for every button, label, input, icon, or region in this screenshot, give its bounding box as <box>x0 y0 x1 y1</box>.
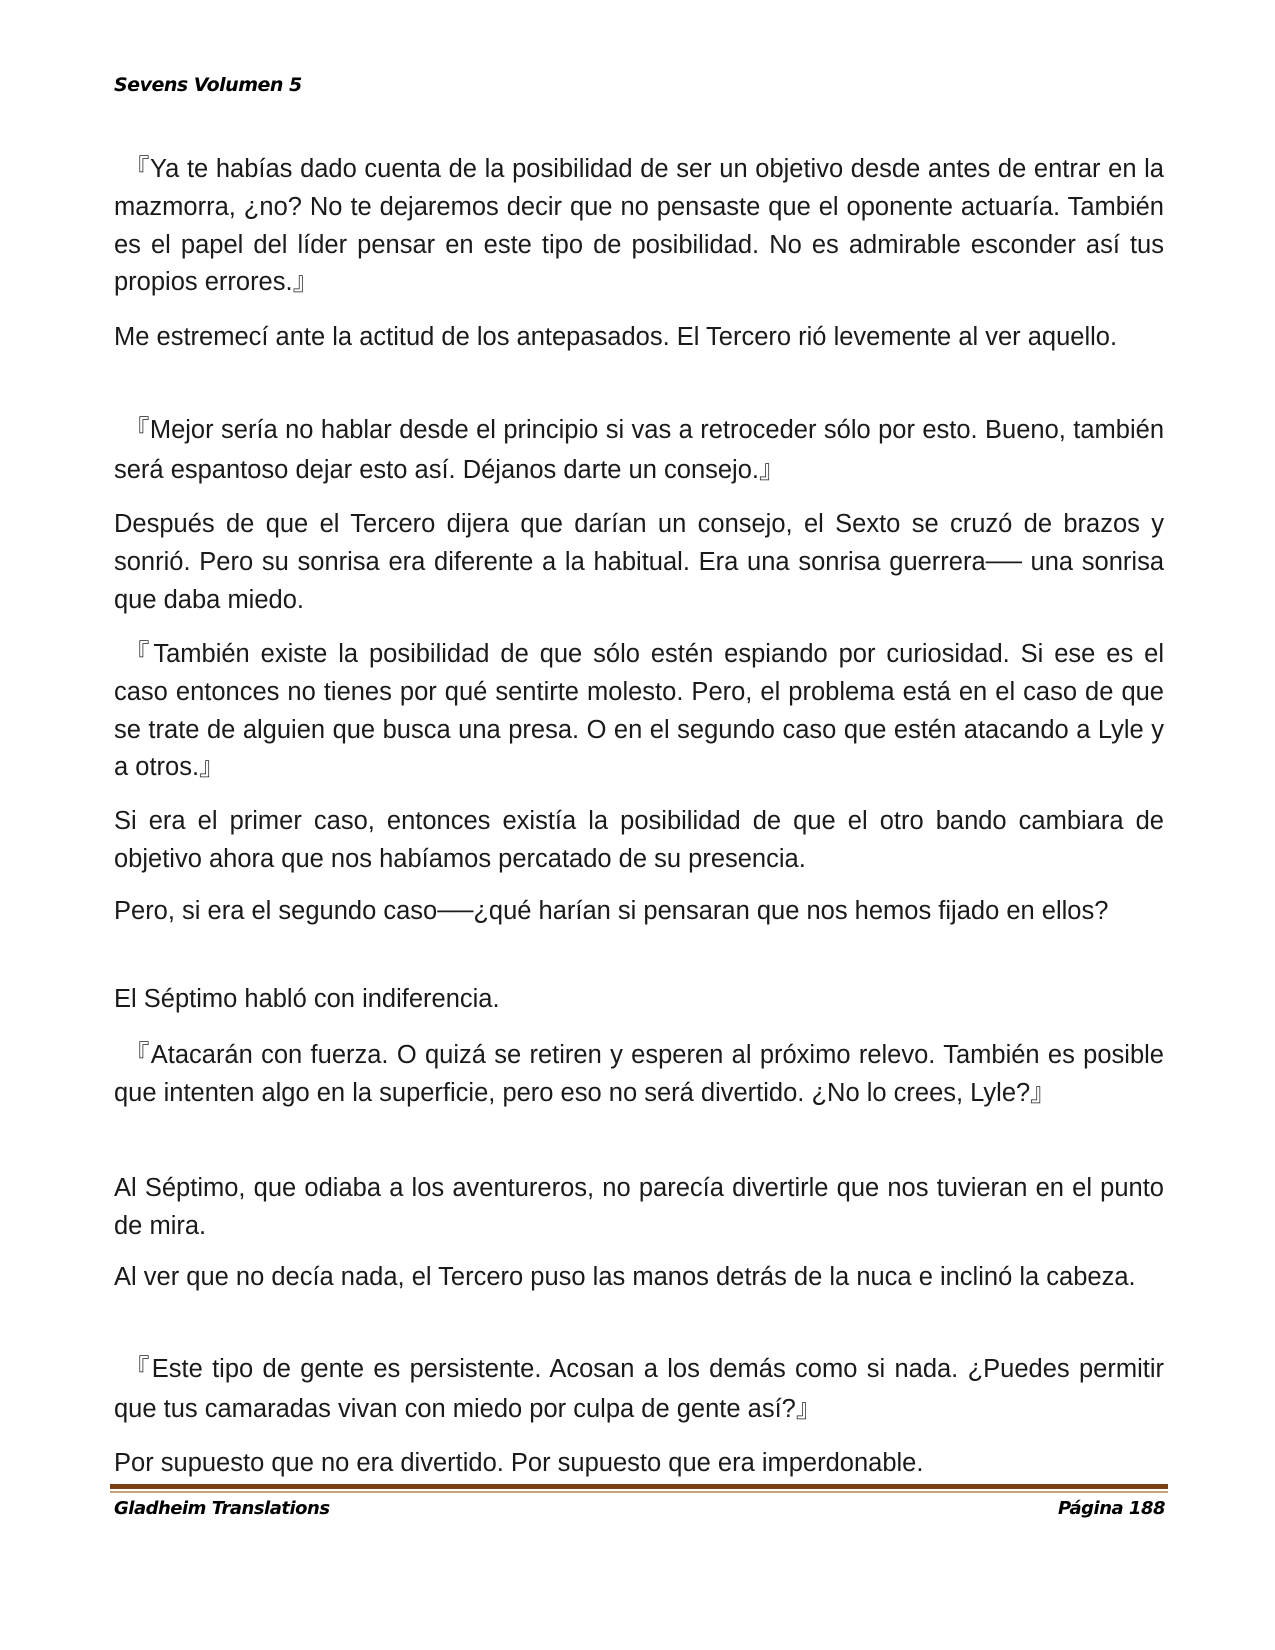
paragraph: Pero, si era el segundo caso──¿qué harían si pensaran que nos hemos fijado en ellos? <box>114 897 1109 925</box>
paragraph-dialogue: 『Atacarán con fuerza. O quizá se retiren y esperen al próximo relevo. También es posible que intenten algo en la superficie, pero eso no será divertido. ¿No lo crees, Lyle?』 <box>114 1041 1164 1107</box>
paragraph: El Séptimo habló con indiferencia. <box>114 985 500 1013</box>
paragraph: Por supuesto que no era divertido. Por supuesto que era imperdonable. <box>114 1449 924 1477</box>
paragraph: Si era el primer caso, entonces existía la posibilidad de que el otro bando cambiara de objetivo ahora que nos habíamos percatado de su presencia. <box>114 807 1164 873</box>
paragraph: Después de que el Tercero dijera que darían un consejo, el Sexto se cruzó de brazos y sonrió. Pero su sonrisa era diferente a la habitual. Era una sonrisa guerrera── una sonrisa que daba miedo. <box>114 510 1164 614</box>
running-header: Sevens Volumen 5 <box>114 74 302 96</box>
footer-rule <box>110 1484 1168 1489</box>
footer-rule-thin <box>110 1491 1168 1493</box>
footer-publisher: Gladheim Translations <box>114 1498 330 1519</box>
paragraph: Al ver que no decía nada, el Tercero puso las manos detrás de la nuca e inclinó la cabeza. <box>114 1263 1136 1291</box>
paragraph-dialogue: 『Este tipo de gente es persistente. Acosan a los demás como si nada. ¿Puedes permitir que tus camaradas vivan con miedo por culpa de gente así?』 <box>114 1355 1164 1423</box>
paragraph-dialogue: 『Ya te habías dado cuenta de la posibilidad de ser un objetivo desde antes de entrar en la mazmorra, ¿no? No te dejaremos decir que no pensaste que el oponente actuaría. También es el papel del líder pensar en este tipo de posibilidad. No es admirable esconder así tus propios errores.』 <box>114 155 1164 297</box>
paragraph: Al Séptimo, que odiaba a los aventureros, no parecía divertirle que nos tuvieran en el punto de mira. <box>114 1174 1164 1240</box>
paragraph: Me estremecí ante la actitud de los antepasados. El Tercero rió levemente al ver aquello. <box>114 323 1118 351</box>
footer-page-number: Página 188 <box>1057 1498 1165 1519</box>
paragraph-dialogue: 『Mejor sería no hablar desde el principio si vas a retroceder sólo por esto. Bueno, también será espantoso dejar esto así. Déjanos darte un consejo.』 <box>114 416 1164 484</box>
paragraph-dialogue: 『También existe la posibilidad de que sólo estén espiando por curiosidad. Si ese es el caso entonces no tienes por qué sentirte molesto. Pero, el problema está en el caso de que se trate de alguien que busca una presa. O en el segundo caso que estén atacando a Lyle y a otros.』 <box>114 640 1164 782</box>
